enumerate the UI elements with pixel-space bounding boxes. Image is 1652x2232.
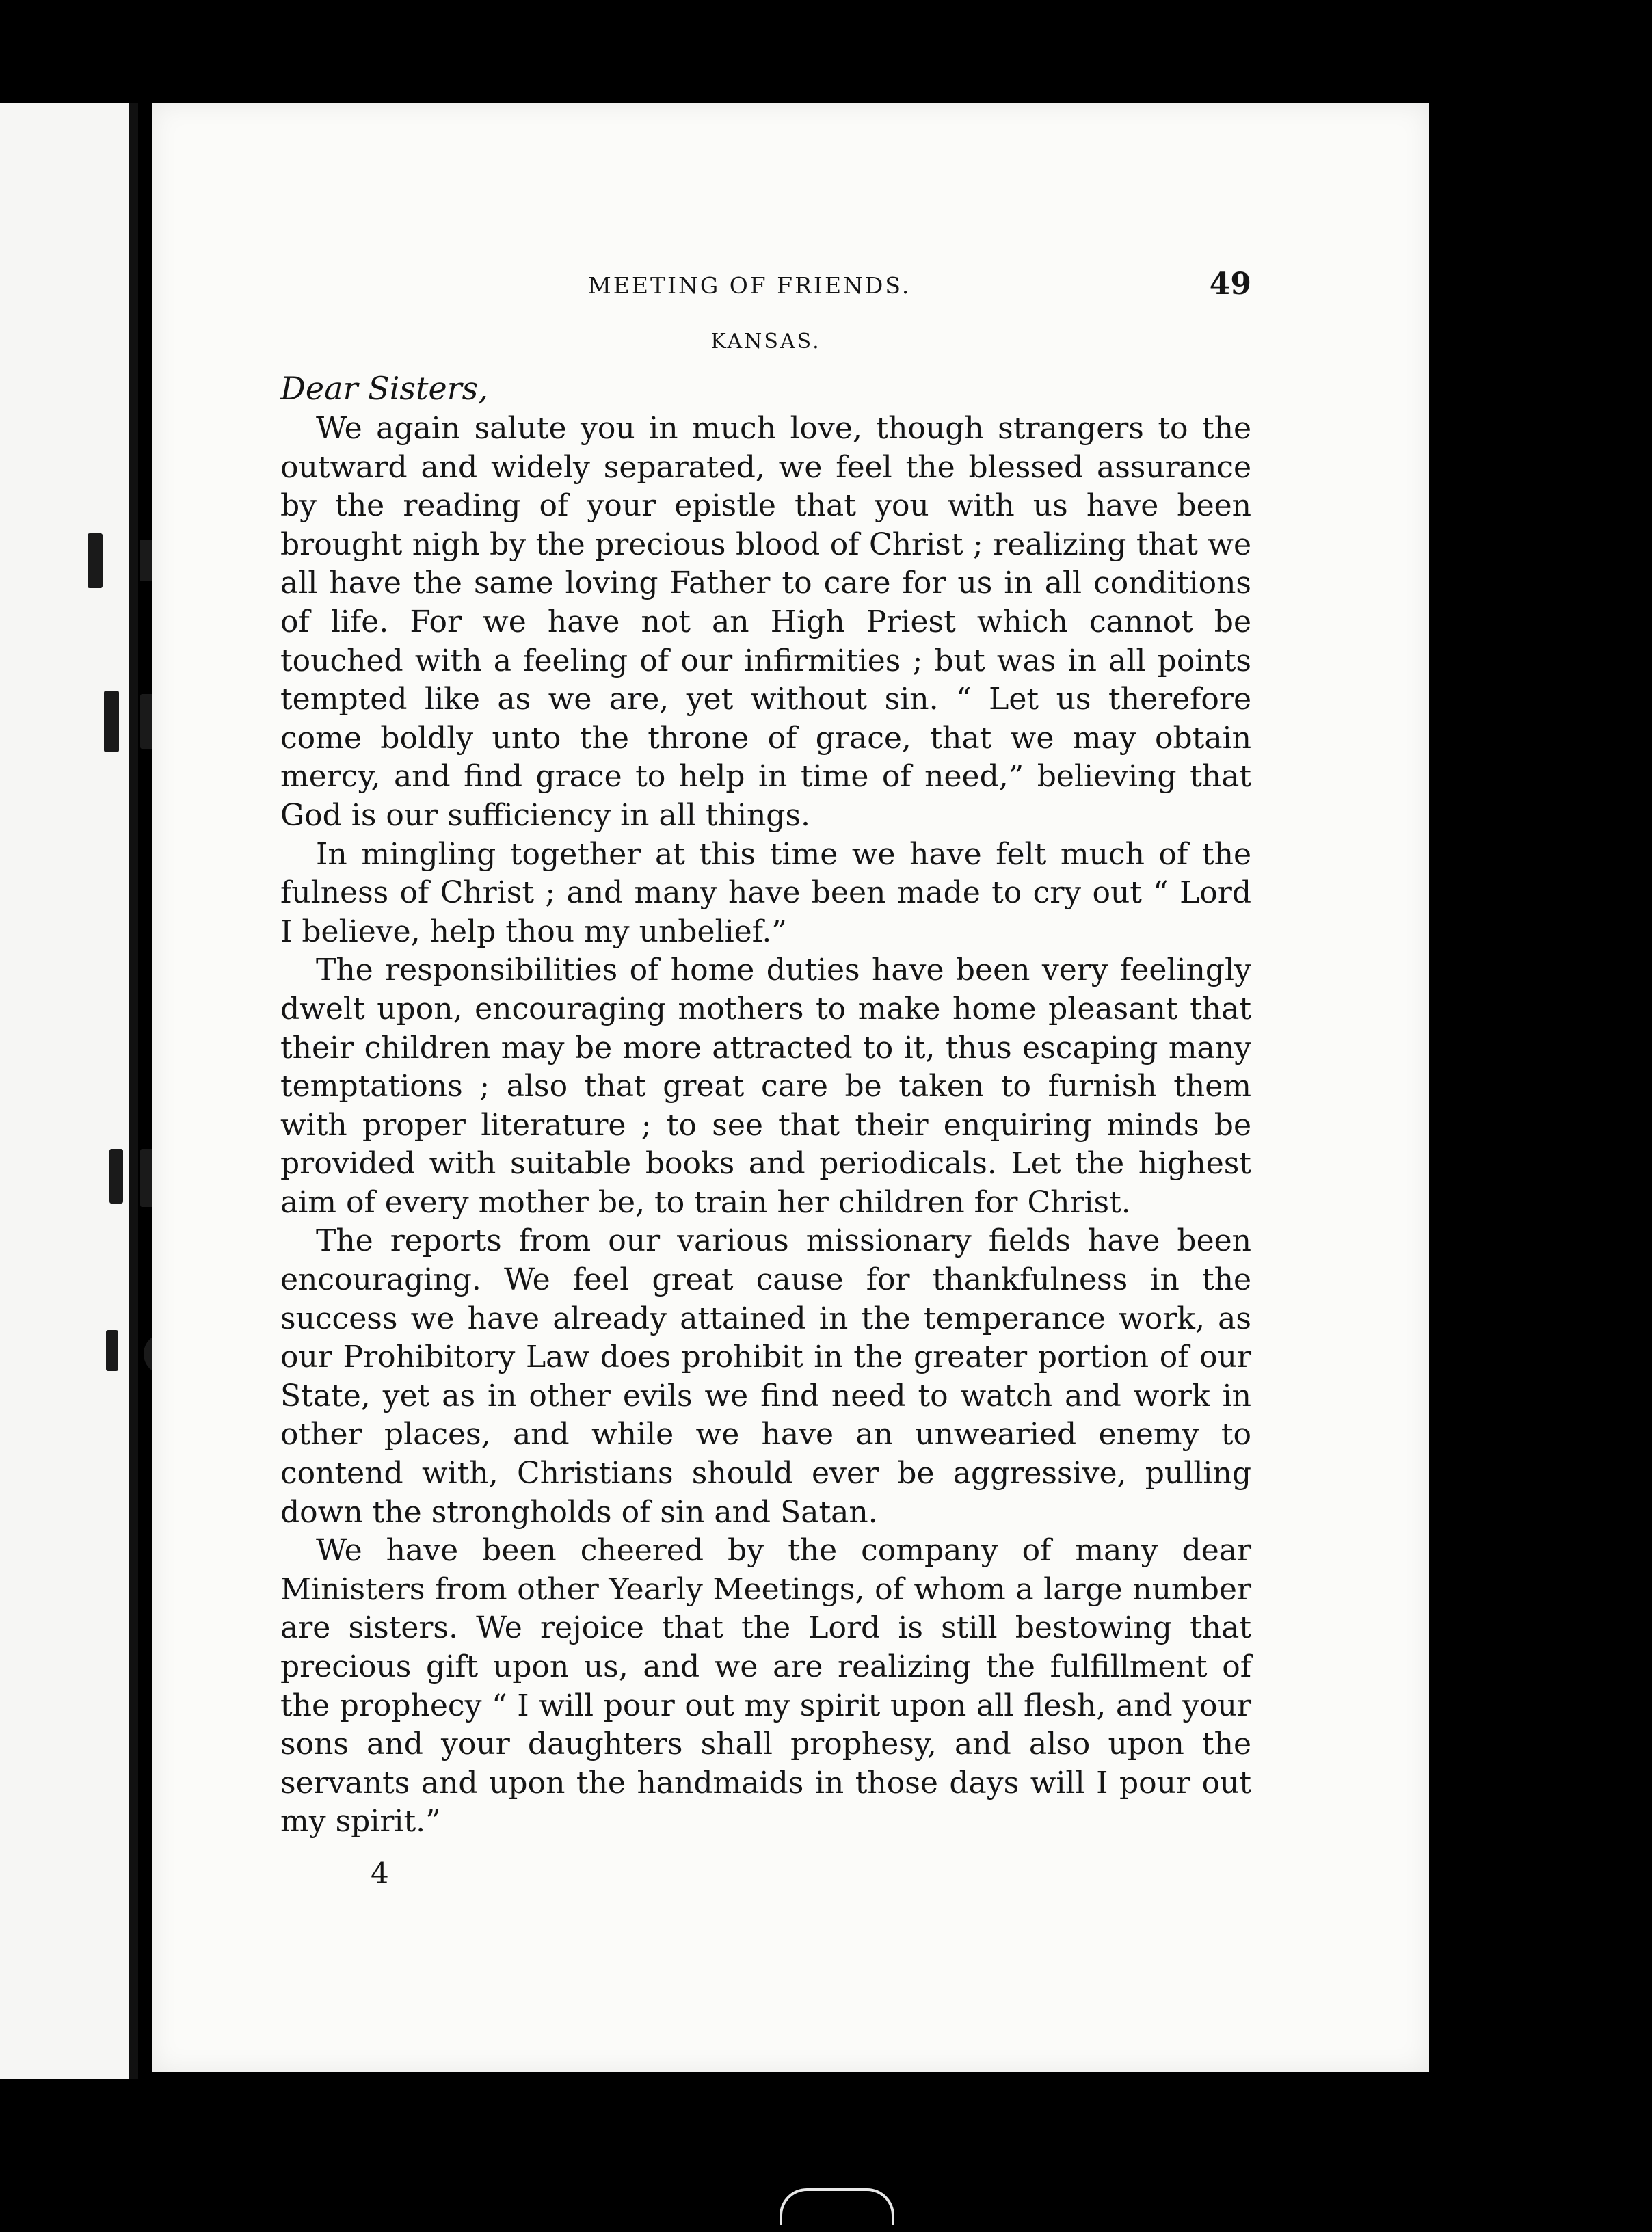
previous-page-edge <box>0 103 129 2079</box>
page-number: 49 <box>1209 267 1251 302</box>
signature-mark: 4 <box>371 1856 389 1890</box>
body-paragraph: In mingling together at this time we have felt much of the fulness of Christ ; and many have been made to cry out “ Lord I believe, help thou my unbelief.” <box>280 836 1251 949</box>
book-page <box>152 103 1429 2072</box>
page-text-block <box>280 267 1251 1890</box>
running-header <box>280 267 1251 315</box>
section-heading: KANSAS. <box>710 330 821 354</box>
scanner-artifact <box>780 2188 894 2225</box>
body-paragraph: We have been cheered by the company of many dear Ministers from other Yearly Meetings, of whom a large number are sisters. We rejoice that the Lord is still bestowing that precious gift upon us, and we are realizing the fulfillment of the prophecy “ I will pour out my spirit upon all flesh, and your sons and your daughters shall prophesy, and also upon the servants and upon the handmaids in those days will I pour out my spirit.” <box>280 1533 1251 1839</box>
body-paragraph: The reports from our various missionary fields have been encouraging. We feel great cause for thankfulness in the success we have already attained in the temperance work, as our Prohibitory Law does prohibit in the greater portion of our State, yet as in other evils we find need to watch and work in other places, and while we have an unwearied enemy to contend with, Christians should ever be aggressive, pulling down the strongholds of sin and Satan. <box>280 1223 1251 1530</box>
binding-stitch <box>109 1149 123 1204</box>
binding-stitch <box>88 533 103 588</box>
book-gutter <box>129 103 138 2079</box>
salutation: Dear Sisters, <box>280 370 488 407</box>
running-head-title: MEETING OF FRIENDS. <box>588 272 911 299</box>
binding-stitch <box>106 1330 118 1371</box>
body-paragraph: The responsibilities of home duties have been very feelingly dwelt upon, encouraging mothers to make home pleasant that their children may be more attracted to it, thus escaping many temptations ; also that great care be taken to furnish them with proper literature ; to see that their enquiring minds be provided with suitable books and periodicals. Let the highest aim of every mother be, to train her children for Christ. <box>280 953 1251 1220</box>
body-paragraph: We again salute you in much love, though strangers to the outward and widely separated, we feel the blessed assurance by the reading of your epistle that you with us have been brought nigh by the precious blood of Christ ; realizing that we all have the same loving Father to care for us in all conditions of life. For we have not an High Priest which cannot be touched with a feeling of our infirmities ; but was in all points tempted like as we are, yet without sin. “ Let us therefore come boldly unto the throne of grace, that we may obtain mercy, and find grace to help in time of need,” believing that God is our sufficiency in all things. <box>280 411 1251 833</box>
binding-stitch <box>104 691 119 752</box>
